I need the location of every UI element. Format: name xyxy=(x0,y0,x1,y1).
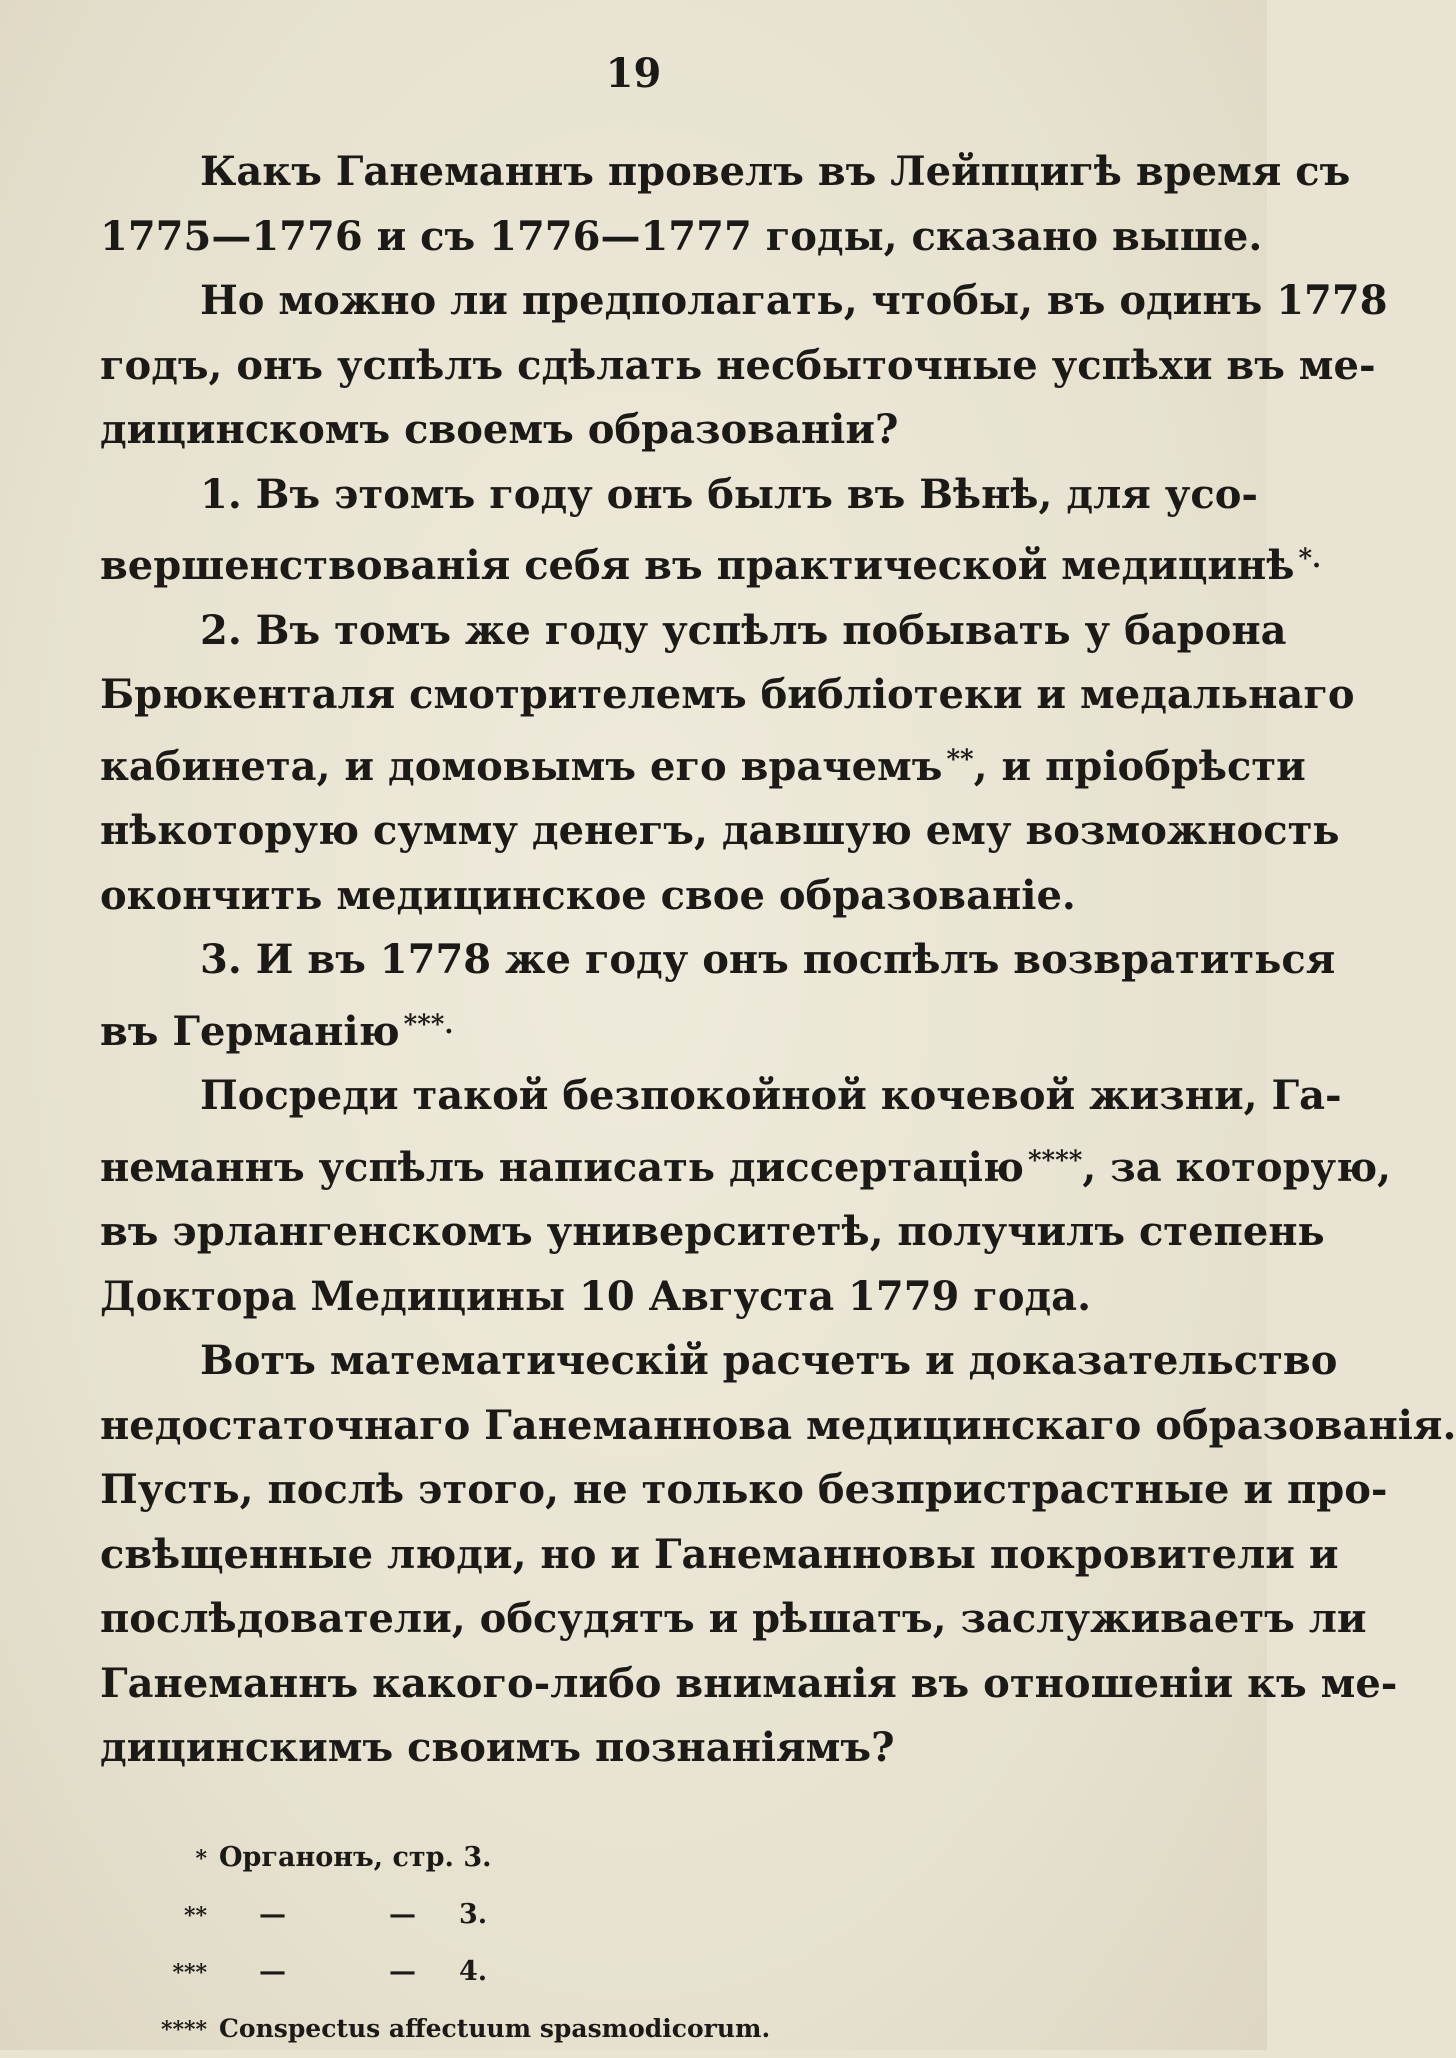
paragraph-6-line-2-a: неманнъ успѣлъ написать диссертацію xyxy=(100,1143,1024,1191)
paragraph-7-line-2: недостаточнаго Ганеманнова медицинскаго образованія. xyxy=(100,1401,1456,1449)
paragraph-1-line-2: 1775—1776 и съ 1776—1777 годы, сказано выше. xyxy=(100,212,1263,260)
paragraph-3-line-1: 1. Въ этомъ году онъ былъ въ Вѣнѣ, для усо- xyxy=(200,470,1258,518)
footnote-3 xyxy=(145,1944,770,2001)
footnote-ref-1: *. xyxy=(1298,544,1322,574)
paragraph-7-line-1: Вотъ математическій расчетъ и доказательство xyxy=(200,1337,1338,1384)
paragraph-4-line-2: Брюкенталя смотрителемъ библіотеки и медальнаго xyxy=(100,671,1355,718)
footnote-text: Органонъ, стр. 3. xyxy=(219,1842,492,1873)
footnote-mark: **** xyxy=(160,2017,207,2043)
paragraph-2-line-1: Но можно ли предполагать, чтобы, въ одинъ 1778 xyxy=(200,277,1388,324)
footnote-4 xyxy=(145,2001,770,2058)
ditto-dash: — xyxy=(389,1899,416,1930)
paragraph-7-line-3: Пусть, послѣ этого, не только безпристрастные и про- xyxy=(100,1466,1388,1513)
paragraph-6-line-3: въ эрлангенскомъ университетѣ, получилъ степень xyxy=(100,1208,1325,1255)
footnote-ref-4: **** xyxy=(1027,1145,1083,1176)
paragraph-6-line-2-b: , за которую, xyxy=(1082,1143,1392,1191)
footnotes xyxy=(145,1830,770,2058)
ditto-dash: — xyxy=(389,1956,416,1987)
paragraph-2-line-3: дицинскомъ своемъ образованіи? xyxy=(100,406,899,453)
paragraph-4-line-5: окончить медицинское свое образованіе. xyxy=(100,871,1076,919)
paragraph-3-line-2-text: вершенствованія себя въ практической медицинѣ xyxy=(100,542,1295,589)
paragraph-7-line-4: свѣщенные люди, но и Ганеманновы покровители и xyxy=(100,1530,1339,1578)
page-body xyxy=(100,140,1456,1781)
footnote-ref-2: ** xyxy=(946,744,974,775)
ditto-dash: — xyxy=(259,1956,286,1987)
footnote-mark: *** xyxy=(172,1960,207,1986)
footnote-1 xyxy=(145,1830,770,1887)
paragraph-3-line-2 xyxy=(100,527,1322,599)
paragraph-4-line-3 xyxy=(100,728,1306,800)
paragraph-5-line-2 xyxy=(100,993,1222,1065)
paragraph-6-line-2 xyxy=(100,1129,1392,1201)
footnote-mark: ** xyxy=(183,1903,207,1929)
footnote-2 xyxy=(145,1887,770,1944)
paragraph-7-line-6: Ганеманнъ какого-либо вниманія въ отношеніи къ ме- xyxy=(100,1659,1398,1707)
paragraph-1-line-1: Какъ Ганеманнъ провелъ въ Лейпцигѣ время съ xyxy=(200,148,1351,195)
paragraph-6-line-4: Доктора Медицины 10 Августа 1779 года. xyxy=(100,1272,1091,1320)
ditto-dash: — xyxy=(259,1899,286,1930)
paragraph-2-line-2: годъ, онъ успѣлъ сдѣлать несбыточные успѣхи въ ме- xyxy=(100,341,1376,389)
page-number: 19 xyxy=(605,50,662,97)
footnote-mark: * xyxy=(195,1846,207,1872)
paragraph-5-line-2-text: въ Германію xyxy=(100,1007,400,1055)
paragraph-4-line-1: 2. Въ томъ же году успѣлъ побывать у барона xyxy=(200,606,1287,654)
footnote-page: 3. xyxy=(459,1899,488,1930)
paragraph-7-line-7: дицинскимъ своимъ познаніямъ? xyxy=(100,1724,895,1771)
paragraph-4-line-4: нѣкоторую сумму денегъ, давшую ему возможность xyxy=(100,807,1340,854)
paragraph-4-line-3-a: кабинета, и домовымъ его врачемъ xyxy=(100,742,943,790)
paragraph-4-line-3-b: , и пріобрѣсти xyxy=(973,742,1306,790)
paragraph-6-line-1: Посреди такой безпокойной кочевой жизни, Га- xyxy=(200,1072,1342,1119)
footnote-text: Conspectus affectuum spasmodicorum. xyxy=(219,2014,771,2043)
paragraph-5-line-1: 3. И въ 1778 же году онъ поспѣлъ возвратиться xyxy=(200,936,1336,983)
paragraph-7-line-5: послѣдователи, обсудятъ и рѣшатъ, заслуживаетъ ли xyxy=(100,1595,1367,1642)
footnote-page: 4. xyxy=(459,1956,488,1987)
footnote-ref-3: ***. xyxy=(403,1009,454,1040)
